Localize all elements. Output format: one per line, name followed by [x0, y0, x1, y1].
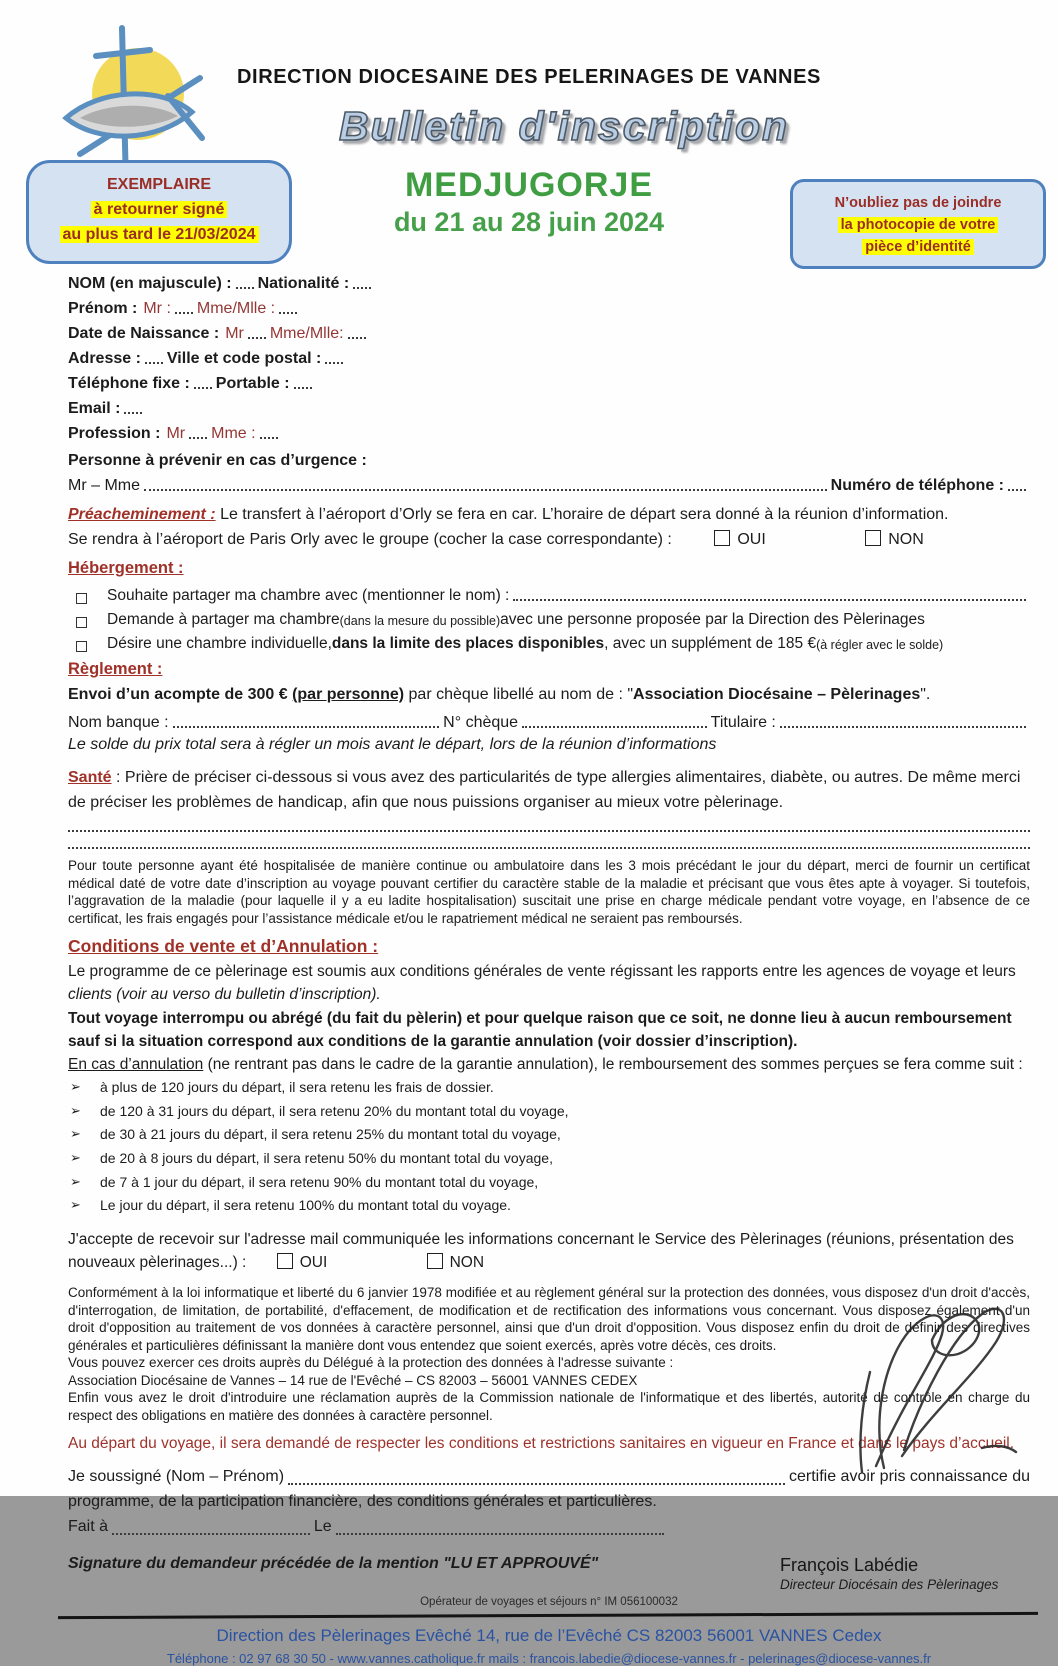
- portable-label: Portable :: [215, 375, 290, 392]
- footer-contacts: Téléphone : 02 97 68 30 50 - www.vannes.catholique.fr mails : francois.labedie@diocese-vannes.fr - pelerinages@diocese-vannes.fr: [166, 1650, 932, 1666]
- bullet-item: [68, 1100, 1030, 1124]
- naissance-mr-label: Mr: [225, 325, 244, 342]
- email-fill-line[interactable]: [124, 412, 142, 414]
- sante-fill-line-1[interactable]: [68, 815, 1030, 832]
- conditions-p1: [68, 960, 1030, 1007]
- conditions-p1-italic: clients (voir au verso du bulletin d’inscription).: [68, 986, 381, 1004]
- bullet-text: de 7 à 1 jour du départ, il sera retenu 90% du montant total du voyage,: [100, 1173, 539, 1190]
- rgpd-p2: Vous pouvez exercer ces droits auprès du Délégué à la protection des données à l'adresse suivante :: [68, 1355, 674, 1371]
- naissance-mme-fill-line[interactable]: [348, 337, 366, 339]
- solde-note: Le solde du prix total sera à régler un mois avant le départ, lors de la réunion d’informations: [68, 736, 717, 753]
- preacheminement-text1: Le transfert à l’aéroport d’Orly se fera en car. L’horaire de départ sera donné à la réunion d’information.: [220, 506, 949, 523]
- footer-address: Direction des Pèlerinages Evêché 14, rue de l’Evêché CS 82003 56001 VANNES Cedex: [216, 1625, 882, 1645]
- adresse-fill-line[interactable]: [145, 362, 163, 364]
- form-body: [0, 264, 1058, 1666]
- profession-mr-label: Mr: [166, 425, 186, 442]
- hebergement-option-1: [68, 581, 1030, 605]
- bullet-item: [68, 1076, 1030, 1100]
- row-profession: [68, 418, 1030, 443]
- le-label: Le: [313, 1517, 332, 1535]
- nom-fill-line[interactable]: [236, 287, 254, 289]
- arrow-bullet-icon: ➢: [70, 1149, 81, 1165]
- annulation-rest: (ne rentrant pas dans le cadre de la garantie annulation), le remboursement des sommes perçues se fera comme suit :: [203, 1056, 1023, 1074]
- signatory-title: Directeur Diocésain des Pèlerinages: [780, 1576, 999, 1592]
- header: [0, 0, 1058, 264]
- naissance-mme-label: Mme/Mlle:: [269, 325, 344, 342]
- row-banque: [68, 707, 1030, 732]
- mail-oui-label: OUI: [299, 1253, 328, 1271]
- soussigne-fill-line[interactable]: [288, 1483, 785, 1485]
- checkbox-mail-non[interactable]: [427, 1253, 443, 1269]
- prenom-mr-fill-line[interactable]: [175, 312, 193, 314]
- bullet-text: de 20 à 8 jours du départ, il sera retenu 50% du montant total du voyage,: [100, 1149, 553, 1166]
- row-email: [68, 393, 1030, 418]
- arrow-bullet-icon: ➢: [70, 1126, 81, 1142]
- row-prenom: [68, 293, 1030, 318]
- naissance-mr-fill-line[interactable]: [248, 337, 266, 339]
- bullet-item: [68, 1123, 1030, 1147]
- hebergement-section: [68, 556, 1030, 581]
- hospital-note: Pour toute personne ayant été hospitalisée de manière continue ou ambulatoire dans les 3 mois précédant le jour du départ, merci de fournir un certificat médical daté de votre date d’inscription au voyage pouvant certifier du caractère stable de la maladie et précisant que vous êtes apte à voyager. Si toutefois, l’aggravation de la maladie (pour laquelle il y a eu ladite hospitalisation) suscitait une prise en charge médicale pendant votre voyage, en l’absence de ce certificat, les frais engagés pour l’assistance médicale et/ou le rapatriement médical ne seraient pas remboursés.: [68, 858, 1030, 926]
- trip-dates: du 21 au 28 juin 2024: [393, 207, 665, 237]
- preacheminement-text2: Se rendra à l’aéroport de Paris Orly avec le groupe (cocher la case correspondante) :: [68, 531, 672, 548]
- nationalite-fill-line[interactable]: [353, 287, 371, 289]
- cheque-label: N° chèque: [443, 714, 519, 731]
- hebergement-option-2: [68, 605, 1030, 629]
- hebergement-heading: Hébergement :: [68, 559, 184, 577]
- row-telephone: [68, 368, 1030, 393]
- urgence-tel-fill-line[interactable]: [1008, 489, 1026, 491]
- cheque-fill-line[interactable]: [522, 726, 707, 728]
- arrow-bullet-icon: ➢: [70, 1173, 81, 1189]
- checkbox-mail-oui[interactable]: [277, 1253, 293, 1269]
- hebergement-opt3-part2: , avec un supplément de 185 €: [604, 635, 817, 652]
- reglement-section: [68, 657, 1030, 682]
- row-naissance: [68, 318, 1030, 343]
- titulaire-label: Titulaire :: [710, 714, 776, 731]
- acompte-seg2: (par personne): [292, 686, 405, 703]
- acompte-seg1: Envoi d’un acompte de 300 €: [68, 686, 293, 703]
- ville-fill-line[interactable]: [325, 362, 343, 364]
- bullet-text: de 30 à 21 jours du départ, il sera retenu 25% du montant total du voyage,: [100, 1126, 561, 1143]
- hebergement-opt2-part1: Demande à partager ma chambre: [107, 611, 340, 628]
- preacheminement-choice: [68, 527, 1030, 552]
- profession-mme-label: Mme :: [211, 425, 256, 442]
- prenom-mme-label: Mme/Mlle :: [196, 300, 276, 317]
- urgence-nom-fill-line[interactable]: [144, 489, 827, 491]
- operator-number: Opérateur de voyages et séjours n° IM 056100032: [420, 1595, 678, 1608]
- preacheminement-section: [68, 502, 1030, 527]
- oui-label: OUI: [737, 531, 766, 548]
- urgence-mr-mme-label: Mr – Mme: [68, 477, 140, 494]
- sanitary-note: Au départ du voyage, il sera demandé de respecter les conditions et restrictions sanitaires en vigueur en France et dans le pays d’accueil.: [68, 1435, 1015, 1453]
- reglement-heading: Règlement :: [68, 660, 163, 678]
- bullet-text: de 120 à 31 jours du départ, il sera retenu 20% du montant total du voyage,: [100, 1102, 569, 1119]
- arrow-bullet-icon: ➢: [70, 1079, 81, 1095]
- hebergement-opt2-part2: avec une personne proposée par la Direction des Pèlerinages: [500, 611, 925, 628]
- sante-heading: Santé: [68, 769, 112, 786]
- reglement-acompte: [68, 682, 1030, 707]
- banque-fill-line[interactable]: [173, 726, 440, 728]
- soussigne-label: Je soussigné (Nom – Prénom): [68, 1467, 285, 1485]
- soussigne-suite2: programme, de la participation financière, des conditions générales et particulières.: [68, 1492, 657, 1510]
- checkbox-chambre-nominative[interactable]: [76, 593, 87, 604]
- conditions-p2: Tout voyage interrompu ou abrégé (du fait du pèlerin) et pour quelque raison que ce soit, ne donne lieu à aucun remboursement sauf si la situation correspond aux conditions de la garantie annulation (voir dossier d’inscription).: [68, 1009, 1012, 1050]
- rgpd-p4: Enfin vous avez le droit d'introduire une réclamation auprès de la Commission nationale de l'informatique et des libertés, autorité de contrôle en charge du respect des obligations en matière des données à caractère personnel.: [68, 1390, 1030, 1423]
- hebergement-option-3: [68, 629, 1030, 653]
- prenom-mr-label: Mr :: [143, 300, 171, 317]
- bullet-item: [68, 1147, 1030, 1171]
- titulaire-fill-line[interactable]: [780, 726, 1026, 728]
- bullet-text: Le jour du départ, il sera retenu 100% du montant total du voyage.: [100, 1197, 511, 1214]
- soussigne-suite1: certifie avoir pris connaissance du: [788, 1467, 1030, 1485]
- banque-label: Nom banque :: [68, 714, 169, 731]
- id-photocopy-box: [790, 179, 1046, 269]
- acompte-seg4: Association Diocésaine – Pèlerinages: [633, 686, 921, 703]
- mail-non-label: NON: [449, 1253, 485, 1271]
- hebergement-opt3-small: (à régler avec le solde): [816, 638, 944, 652]
- preacheminement-heading: Préacheminement :: [68, 506, 216, 523]
- rgpd-p3: Association Diocésaine de Vannes – 14 rue de l'Evêché – CS 82003 – 56001 VANNES CEDEX: [68, 1372, 638, 1388]
- fait-a-fill-line[interactable]: [112, 1533, 310, 1535]
- fait-a-label: Fait à: [68, 1517, 109, 1535]
- telephone-fill-line[interactable]: [194, 387, 212, 389]
- mail-consent: [68, 1228, 1030, 1275]
- hebergement-opt1-text: Souhaite partager ma chambre avec (mentionner le nom) :: [107, 587, 510, 604]
- acompte-seg5: ".: [920, 686, 931, 703]
- nationalite-label: Nationalité :: [257, 275, 350, 292]
- row-soussigne: [68, 1464, 1030, 1489]
- bullet-item: [68, 1171, 1030, 1195]
- naissance-label: Date de Naissance :: [68, 325, 220, 342]
- profession-label: Profession :: [68, 425, 161, 442]
- prenom-mme-fill-line[interactable]: [279, 312, 297, 314]
- return-deadline-box: [26, 160, 292, 264]
- row-urgence-title: [68, 443, 1030, 470]
- checkbox-orly-non[interactable]: [865, 530, 881, 546]
- profession-mme-fill-line[interactable]: [260, 437, 278, 439]
- prenom-label: Prénom :: [68, 300, 138, 317]
- destination-title: MEDJUGORJE: [404, 166, 654, 204]
- hebergement-opt3-part1: Désire une chambre individuelle,: [107, 635, 332, 652]
- chambre-nom-fill-line[interactable]: [513, 599, 1026, 601]
- bullet-text: à plus de 120 jours du départ, il sera retenu les frais de dossier.: [100, 1079, 494, 1096]
- urgence-title: Personne à prévenir en cas d’urgence :: [68, 452, 367, 469]
- footer-divider: [58, 1612, 1038, 1619]
- row-adresse: [68, 343, 1030, 368]
- id-note-line3: pièce d’identité: [862, 239, 974, 255]
- nom-label: NOM (en majuscule) :: [68, 275, 232, 292]
- id-note-line2: la photocopie de votre: [838, 217, 999, 233]
- signatory-block: [780, 1555, 1030, 1594]
- hebergement-opt3-bold: dans la limite des places disponibles: [331, 635, 605, 652]
- return-signed-label: à retourner signé: [91, 201, 228, 218]
- urgence-tel-label: Numéro de téléphone :: [830, 477, 1004, 494]
- id-note-line1: N’oubliez pas de joindre: [834, 195, 1002, 211]
- signature-area: [68, 1555, 1030, 1594]
- adresse-label: Adresse :: [68, 350, 141, 367]
- portable-fill-line[interactable]: [294, 387, 312, 389]
- bullet-item: [68, 1194, 1030, 1218]
- annulation-underline: En cas d’annulation: [68, 1056, 204, 1074]
- profession-mr-fill-line[interactable]: [189, 437, 207, 439]
- bulletin-title: Bulletin d'inscription: [338, 103, 790, 149]
- mail-consent-text: J'accepte de recevoir sur l'adresse mail communiquée les informations concernant le Service des Pèlerinages (réunions, présentation des nouveaux pèlerinages...) :: [68, 1230, 1014, 1271]
- acompte-seg3: par chèque libellé au nom de : ": [404, 686, 634, 703]
- conditions-p1-normal: Le programme de ce pèlerinage est soumis aux conditions générales de vente régissant les rapports entre les agences de voyage et leurs: [68, 963, 1016, 981]
- sante-text: : Prière de préciser ci-dessous si vous avez des particularités de type allergies alimentaires, diabète, ou autres. De même merci de préciser les problèmes de handicap, afin que nous puissions organiser au mieux votre pèlerinage.: [68, 769, 1021, 811]
- checkbox-chambre-individuelle[interactable]: [76, 641, 87, 652]
- checkbox-chambre-proposee[interactable]: [76, 617, 87, 628]
- row-urgence-contact: [68, 470, 1030, 495]
- hebergement-opt2-small: (dans la mesure du possible): [339, 614, 501, 628]
- cancellation-bullets: [68, 1076, 1030, 1217]
- org-title: DIRECTION DIOCESAINE DES PELERINAGES DE VANNES: [237, 66, 821, 88]
- email-label: Email :: [68, 400, 121, 417]
- deadline-label: au plus tard le 21/03/2024: [60, 226, 259, 243]
- arrow-bullet-icon: ➢: [70, 1102, 81, 1118]
- arrow-bullet-icon: ➢: [70, 1197, 81, 1213]
- rgpd-p1: Conformément à la loi informatique et liberté du 6 janvier 1978 modifiée et au règlement général sur la protection des données, vous disposez d'un droit d'accès, d'interrogation, de limitation, de portabilité, d'effacement, de modification et de rectification des informations vous concernant. Vous disposez également d'un droit d'opposition au traitement de vos données à caractère personnel, ainsi que d'un droit d'opposition. Vous disposez enfin du droit de définir des directives générales et particulières définissant la manière dont vous entendez que soient exercés, après votre décès, ces droits.: [68, 1285, 1030, 1353]
- non-label: NON: [888, 531, 924, 548]
- row-nom: [68, 268, 1030, 293]
- le-fill-line[interactable]: [336, 1533, 664, 1535]
- signature-mention: Signature du demandeur précédée de la mention "LU ET APPROUVÉ": [68, 1554, 599, 1572]
- sante-fill-line-2[interactable]: [68, 832, 1030, 849]
- conditions-p3: [68, 1053, 1030, 1076]
- signatory-name: François Labédie: [780, 1554, 919, 1575]
- conditions-section: [68, 936, 1030, 957]
- ville-label: Ville et code postal :: [166, 350, 322, 367]
- exemplaire-label: EXEMPLAIRE: [106, 176, 211, 193]
- row-fait-a: [68, 1514, 668, 1539]
- telephone-label: Téléphone fixe :: [68, 375, 190, 392]
- sante-section: [68, 765, 1030, 815]
- conditions-heading: Conditions de vente et d’Annulation :: [68, 936, 379, 957]
- checkbox-orly-oui[interactable]: [714, 530, 730, 546]
